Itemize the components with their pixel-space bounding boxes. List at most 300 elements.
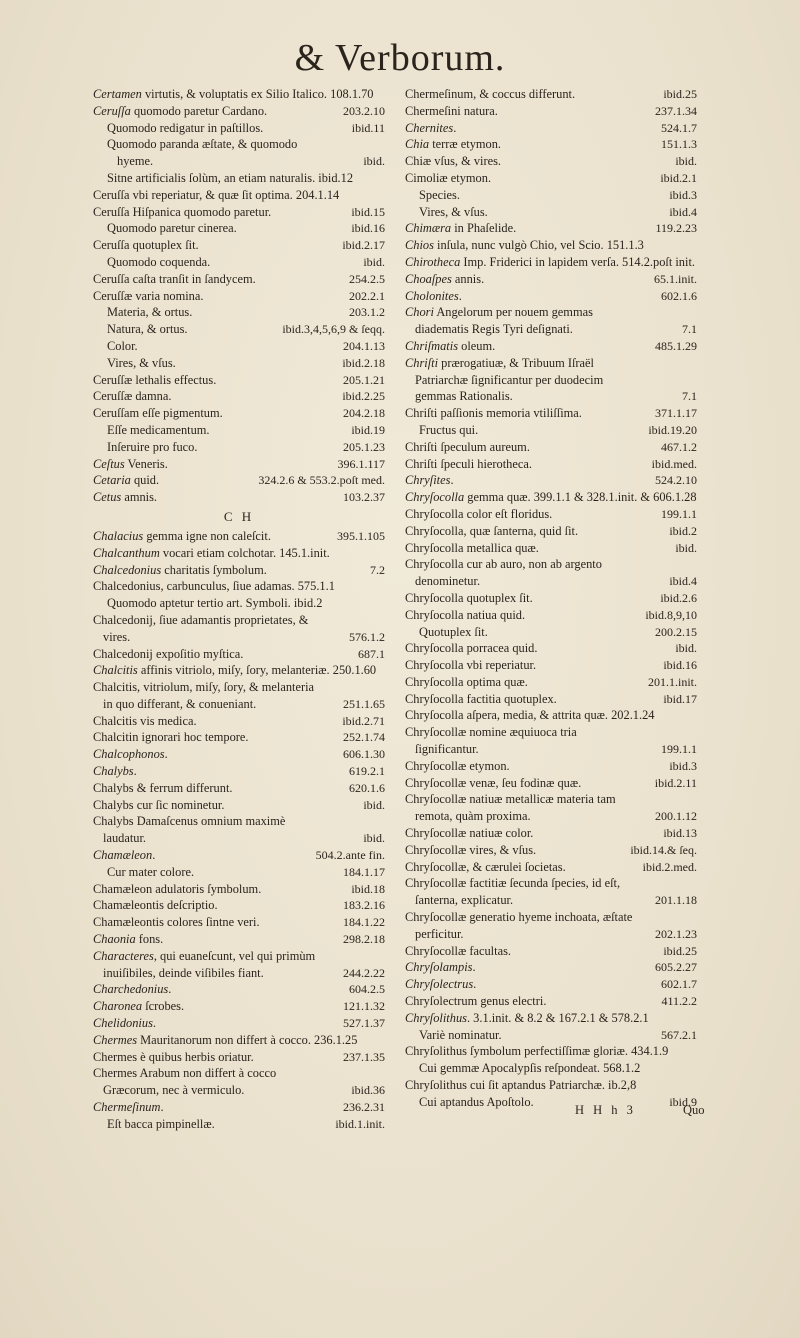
entry-term: Cetaria [93, 473, 131, 488]
entry-reference: 236.2.31 [343, 1100, 385, 1115]
entry-reference: 237.1.35 [343, 1049, 385, 1064]
index-entry [405, 691, 697, 708]
entry-reference: 184.1.17 [343, 864, 385, 879]
entry-reference: ibid.14.& ſeq. [630, 842, 697, 857]
index-entry [93, 405, 385, 422]
entry-reference: 203.2.10 [343, 103, 385, 118]
entry-text: in Phaſelide. [451, 221, 517, 236]
catchword: Quo [683, 1103, 705, 1117]
entry-reference: 371.1.17 [655, 406, 697, 421]
entry-text: Ceruſſam eſſe pigmentum. [93, 406, 223, 421]
index-entry [405, 338, 697, 355]
entry-text: fons. [135, 932, 164, 947]
entry-text: Chermes è quibus herbis oriatur. [93, 1049, 254, 1064]
entry-text: Chalcedonij expoſitio myſtica. [93, 646, 244, 661]
right-column [405, 86, 697, 1111]
index-entry [93, 662, 385, 679]
entry-reference: 7.1 [682, 322, 697, 337]
entry-text: Chalcedonij, ſiue adamantis proprietates, & vires. [93, 612, 309, 644]
entry-text: Natura, & ortus. [107, 322, 188, 337]
index-entry [405, 707, 697, 724]
entry-text: . [458, 288, 462, 303]
index-entry [93, 528, 385, 545]
index-entry [93, 271, 385, 288]
entry-term: Charchedonius [93, 982, 169, 997]
entry-reference: 65.1.init. [653, 271, 697, 286]
index-entry [405, 288, 697, 305]
entry-term: Cetus [93, 490, 122, 505]
entry-text: Chryſocolla metallica quæ. [405, 540, 539, 555]
entry-text: Fructus qui. [419, 422, 479, 437]
index-entry [93, 679, 385, 713]
entry-reference: 199.1.1 [661, 506, 697, 521]
entry-reference: ibid.2.71 [342, 713, 385, 728]
entry-text: Chryſocollæ natiuæ metallicæ materia tam remota, quàm proxima. [405, 792, 616, 824]
index-entry [405, 825, 697, 842]
entry-reference: 252.1.74 [343, 730, 385, 745]
entry-text: Chryſocolla aſpera, media, & attrita quæ. 202.1.24 [405, 708, 655, 723]
index-entry [405, 758, 697, 775]
index-entry [93, 948, 385, 982]
index-entry [93, 981, 385, 998]
entry-term: Chermes [93, 1032, 138, 1047]
entry-reference: 200.1.12 [655, 809, 697, 824]
entry-reference: 396.1.117 [337, 456, 385, 471]
entry-text: Chalcitin ignorari hoc tempore. [93, 730, 249, 745]
index-entry [405, 1010, 697, 1027]
entry-reference: ibid.11 [351, 120, 385, 135]
section-heading: C H [223, 508, 255, 524]
index-entry [93, 1015, 385, 1032]
entry-term: Chalcophonos [93, 747, 165, 762]
entry-text: Chryſocollæ facultas. [405, 943, 511, 958]
entry-text: Variè nominatur. [419, 1027, 502, 1042]
entry-text: Chryſolithus ſymbolum perfectiſſimæ gloriæ. 434.1.9 [405, 1044, 669, 1059]
entry-text: Cimoliæ etymon. [405, 170, 492, 185]
entry-text: vocari etiam colchotar. 145.1.init. [159, 545, 330, 560]
entry-text: Chryſocolla quotuplex ſit. [405, 590, 533, 605]
entry-text: Ceruſſæ varia nomina. [93, 288, 204, 303]
entry-text: Cur mater colore. [107, 864, 195, 879]
index-entry [405, 523, 697, 540]
entry-reference: 151.1.3 [661, 137, 697, 152]
entry-text: gemma igne non caleſcit. [143, 528, 271, 543]
index-entry [405, 237, 697, 254]
entry-term: Chernites [405, 120, 454, 135]
entry-reference: 467.1.2 [661, 439, 697, 454]
entry-text: prærogatiuæ, & Tribuum Iſraël Patriarchæ ſignificantur per duodecim gemmas Rationalis. [415, 355, 604, 404]
entry-text: gemma quæ. 399.1.1 & 328.1.init. & 606.1.28 [464, 490, 697, 505]
entry-text: Chamæleon adulatoris ſymbolum. [93, 881, 262, 896]
page-title: & Verborum. [294, 37, 506, 79]
entry-reference: ibid.19.20 [648, 422, 697, 437]
entry-text: Chryſolectrum genus electri. [405, 994, 547, 1009]
entry-term: Chimæra [405, 221, 452, 236]
entry-text: oleum. [458, 338, 496, 353]
index-entry [93, 562, 385, 579]
index-entry [93, 931, 385, 948]
entry-reference: 7.2 [370, 562, 385, 577]
entry-reference: ibid.9 [669, 1094, 697, 1109]
index-entry [93, 1049, 385, 1066]
entry-text: . [152, 848, 156, 863]
entry-reference: 395.1.105 [337, 528, 385, 543]
entry-text: Chryſolithus cui ſit aptandus Patriarchæ. ib.2,8 [405, 1078, 637, 1093]
entry-text: Chryſocollæ nomine æquiuoca tria ſignificantur. [405, 725, 577, 757]
entry-text: . 3.1.init. & 8.2 & 167.2.1 & 578.2.1 [466, 1010, 649, 1025]
index-entry [93, 1116, 385, 1133]
index-entry [93, 746, 385, 763]
index-entry [93, 914, 385, 931]
entry-term: Characteres [93, 948, 154, 963]
index-entry [405, 422, 697, 439]
entry-reference: 619.2.1 [349, 764, 385, 779]
index-entry [405, 959, 697, 976]
entry-text: affinis vitriolo, miſy, ſory, melanteriæ. 250.1.60 [137, 663, 377, 678]
entry-text: Chermeſinum, & coccus differunt. [405, 87, 576, 101]
left-column [93, 86, 385, 1133]
entry-reference: 485.1.29 [655, 338, 697, 353]
entry-reference: 527.1.37 [343, 1016, 385, 1031]
index-entry [405, 439, 697, 456]
entry-reference: 324.2.6 & 553.2.poſt med. [258, 473, 385, 488]
index-entry [405, 86, 697, 103]
entry-reference: ibid.3 [669, 187, 697, 202]
entry-text: ſcrobes. [142, 999, 185, 1014]
index-entry [93, 187, 385, 204]
index-entry [405, 489, 697, 506]
index-entry [405, 1043, 697, 1060]
entry-text: Chryſocollæ natiuæ color. [405, 826, 534, 841]
entry-reference: 119.2.23 [655, 221, 697, 236]
index-entry [93, 864, 385, 881]
entry-reference: ibid. [363, 154, 385, 169]
entry-reference: 237.1.34 [655, 103, 697, 118]
entry-text: Chryſocollæ venæ, ſeu fodinæ quæ. [405, 775, 582, 790]
entry-text: Inſeruire pro fuco. [107, 439, 198, 454]
entry-reference: ibid.16 [663, 658, 697, 673]
index-entry [405, 170, 697, 187]
entry-text: amnis. [121, 490, 158, 505]
entry-term: Chermeſinum [93, 1100, 161, 1115]
entry-text: Ceruſſæ damna. [93, 389, 172, 404]
index-entry [405, 304, 697, 338]
entry-text: Ceruſſa quotuplex ſit. [93, 238, 199, 253]
index-entry [93, 713, 385, 730]
index-entry [405, 540, 697, 557]
entry-text: Chriſti paſſionis memoria vtiliſſima. [405, 406, 582, 421]
entry-text: Chryſocollæ, & cærulei ſocietas. [405, 859, 566, 874]
index-entry [405, 875, 697, 909]
entry-reference: 605.2.27 [655, 960, 697, 975]
entry-reference: ibid. [675, 540, 697, 555]
entry-text: . [473, 977, 477, 992]
entry-text: Chalcitis vis medica. [93, 713, 197, 728]
index-entry [405, 859, 697, 876]
index-entry [93, 220, 385, 237]
index-entry [405, 271, 697, 288]
index-entry [405, 456, 697, 473]
entry-reference: 201.1.init. [647, 674, 697, 689]
entry-reference: 251.1.65 [343, 696, 385, 711]
entry-term: Chryſolampis [405, 960, 473, 975]
entry-reference: 200.2.15 [655, 624, 697, 639]
entry-reference: ibid.2.1 [660, 170, 697, 185]
entry-text: Chermes Arabum non differt à cocco Græcorum, nec à vermiculo. [93, 1066, 277, 1098]
entry-term: Choaſpes [405, 271, 452, 286]
entry-text: Chalybs Damaſcenus omnium maximè laudatur. [93, 814, 286, 846]
index-entry [93, 646, 385, 663]
entry-text: charitatis ſymbolum. [161, 562, 267, 577]
entry-reference: ibid.16 [351, 221, 385, 236]
entry-reference: ibid.2.11 [654, 775, 697, 790]
entry-term: Chaonia [93, 932, 136, 947]
entry-reference: 203.1.2 [349, 305, 385, 320]
entry-text: Quotuplex ſit. [419, 624, 488, 639]
entry-text: inſula, nunc vulgò Chio, vel Scio. 151.1.3 [433, 238, 644, 253]
index-entry [93, 780, 385, 797]
entry-text: , qui euaneſcunt, vel qui primùm inuiſibiles, deinde viſibiles fiant. [103, 948, 316, 980]
entry-reference: ibid.2 [669, 523, 697, 538]
entry-text: Eſt bacca pimpinellæ. [107, 1116, 215, 1131]
entry-reference: ibid.25 [663, 87, 697, 101]
entry-reference: ibid.36 [351, 1083, 385, 1098]
index-entry [93, 86, 385, 103]
entry-term: Chalcedonius [93, 562, 162, 577]
entry-reference: 199.1.1 [661, 742, 697, 757]
entry-term: Chryſolithus [405, 1010, 467, 1025]
entry-text: Chryſocollæ factitiæ ſecunda ſpecies, id eſt, ſanterna, explicatur. [405, 876, 621, 908]
entry-text: Species. [419, 187, 460, 202]
entry-text: Chryſocolla optima quæ. [405, 674, 528, 689]
entry-reference: 205.1.21 [343, 372, 385, 387]
index-entry [93, 847, 385, 864]
entry-term: Chalcanthum [93, 545, 160, 560]
entry-reference: ibid.8,9,10 [645, 607, 697, 622]
entry-reference: ibid.18 [351, 881, 385, 896]
entry-reference: ibid. [363, 797, 385, 812]
entry-text: Chalybs cur ſic nominetur. [93, 797, 225, 812]
entry-text: Quomodo paretur cinerea. [107, 221, 237, 236]
index-entry [93, 612, 385, 646]
entry-reference: 687.1 [358, 646, 385, 661]
entry-reference: ibid. [363, 831, 385, 846]
entry-text: Materia, & ortus. [107, 305, 193, 320]
index-entry [405, 187, 697, 204]
entry-text: Chriſti ſpeculum aureum. [405, 439, 530, 454]
index-entry [93, 204, 385, 221]
entry-term: Chori [405, 305, 434, 320]
entry-reference: 204.2.18 [343, 406, 385, 421]
entry-text: . [152, 1016, 156, 1031]
entry-term: Chalacius [93, 528, 144, 543]
entry-reference: ibid.13 [663, 826, 697, 841]
index-entry [405, 1027, 697, 1044]
entry-reference: 205.1.23 [343, 439, 385, 454]
entry-text: . [472, 960, 476, 975]
entry-term: Chriſmatis [405, 338, 459, 353]
index-entry [93, 595, 385, 612]
entry-term: Chirotheca [405, 254, 461, 269]
entry-reference: 504.2.ante fin. [315, 848, 385, 863]
index-entry [93, 372, 385, 389]
index-entry [405, 1077, 697, 1094]
entry-text: Color. [107, 338, 138, 353]
index-entry [93, 472, 385, 489]
index-entry [405, 724, 697, 758]
entry-term: Chalybs [93, 764, 134, 779]
index-entry [405, 355, 697, 405]
entry-text: Chryſocolla, quæ ſanterna, quid ſit. [405, 523, 579, 538]
index-entry [93, 881, 385, 898]
index-entry [93, 321, 385, 338]
index-entry [405, 791, 697, 825]
entry-text: annis. [451, 271, 485, 286]
entry-reference: 524.1.7 [661, 120, 697, 135]
entry-term: Ceruſſa [93, 103, 131, 118]
entry-reference: 121.1.32 [343, 999, 385, 1014]
entry-text: . [168, 982, 172, 997]
entry-text: terræ etymon. [429, 137, 502, 152]
index-entry [405, 136, 697, 153]
entry-reference: 576.1.2 [349, 629, 385, 644]
entry-text: . [453, 120, 457, 135]
entry-term: Chriſti [405, 355, 439, 370]
index-entry [93, 120, 385, 137]
index-entry [405, 506, 697, 523]
index-entry [405, 472, 697, 489]
entry-text: Vires, & vſus. [107, 355, 176, 370]
index-entry [405, 842, 697, 859]
entry-reference: 184.1.22 [343, 915, 385, 930]
entry-term: Certamen [93, 87, 142, 101]
entry-text: Chryſocolla factitia quotuplex. [405, 691, 557, 706]
index-entry [93, 388, 385, 405]
index-entry [93, 797, 385, 814]
entry-reference: 602.1.7 [661, 977, 697, 992]
entry-term: Chryſolectrus [405, 977, 474, 992]
entry-reference: 204.1.13 [343, 338, 385, 353]
index-entry [93, 813, 385, 847]
entry-text: Chryſocolla vbi reperiatur. [405, 658, 537, 673]
entry-term: Ceſtus [93, 456, 125, 471]
entry-term: Chelidonius [93, 1016, 153, 1031]
entry-reference: ibid.4 [669, 204, 697, 219]
entry-text: Chamæleontis deſcriptio. [93, 898, 218, 913]
index-entry [93, 439, 385, 456]
index-entry [93, 729, 385, 746]
index-entry [93, 489, 385, 506]
entry-term: Chryſocolla [405, 490, 465, 505]
index-entry [93, 338, 385, 355]
entry-text: Ceruſſa vbi reperiatur, & quæ ſit optima. 204.1.14 [93, 187, 340, 202]
entry-text: Chryſocolla porracea quid. [405, 641, 538, 656]
entry-text: . [164, 747, 168, 762]
entry-term: Chios [405, 238, 434, 253]
index-entry [405, 405, 697, 422]
index-entry [93, 1065, 385, 1099]
entry-reference: 602.1.6 [661, 288, 697, 303]
entry-reference: ibid.15 [351, 204, 385, 219]
index-entry [405, 204, 697, 221]
index-entry [405, 640, 697, 657]
entry-text: Chalcedonius, carbunculus, ſiue adamas. 575.1.1 [93, 579, 335, 594]
entry-text: Chamæleontis colores ſintne veri. [93, 915, 260, 930]
index-entry [93, 456, 385, 473]
entry-text: . [133, 764, 137, 779]
index-entry [93, 254, 385, 271]
index-entry [93, 355, 385, 372]
entry-text: Ceruſſæ lethalis effectus. [93, 372, 217, 387]
entry-text: quid. [130, 473, 160, 488]
index-entry [93, 170, 385, 187]
entry-reference: ibid. [675, 641, 697, 656]
index-entry [405, 674, 697, 691]
entry-text: Cui aptandus Apoſtolo. [419, 1094, 534, 1109]
signature-mark: H H h 3 [575, 1103, 636, 1117]
entry-reference: ibid. [363, 254, 385, 269]
entry-reference: ibid.2.17 [342, 238, 385, 253]
entry-text: quomodo paretur Cardano. [130, 103, 268, 118]
entry-term: Cholonites [405, 288, 459, 303]
entry-reference: ibid.4 [669, 574, 697, 589]
entry-text: Quomodo coquenda. [107, 254, 211, 269]
entry-text: Chryſocolla color eſt floridus. [405, 506, 553, 521]
entry-reference: ibid.17 [663, 691, 697, 706]
index-entry [405, 590, 697, 607]
entry-text: Sitne artificialis ſolùm, an etiam naturalis. ibid.12 [107, 170, 354, 185]
entry-text: Quomodo aptetur tertio art. Symboli. ibid.2 [107, 596, 323, 611]
entry-reference: ibid.1.init. [335, 1116, 385, 1131]
index-entry [405, 153, 697, 170]
index-entry [93, 103, 385, 120]
entry-reference: ibid.3 [669, 758, 697, 773]
entry-text: . [450, 473, 454, 488]
index-entry [93, 1099, 385, 1116]
index-entry [93, 422, 385, 439]
entry-text: . [160, 1100, 164, 1115]
index-entry [405, 1060, 697, 1077]
entry-reference: 604.2.5 [349, 982, 385, 997]
index-entry [405, 220, 697, 237]
index-entry [405, 120, 697, 137]
index-entry [93, 545, 385, 562]
entry-reference: 606.1.30 [343, 747, 385, 762]
entry-reference: 202.2.1 [349, 288, 385, 303]
entry-text: Chalcitis, vitriolum, miſy, ſory, & melanteria in quo differant, & conueniant. [93, 680, 315, 711]
entry-reference: 254.2.5 [349, 271, 385, 286]
entry-text: Quomodo redigatur in paſtillos. [107, 120, 264, 135]
entry-reference: ibid. [675, 154, 697, 169]
entry-text: Cui gemmæ Apocalypſis reſpondeat. 568.1.2 [419, 1061, 641, 1076]
entry-text: Vires, & vſus. [419, 204, 488, 219]
index-entry [93, 763, 385, 780]
index-entry [405, 624, 697, 641]
entry-reference: ibid.2.med. [642, 859, 697, 874]
index-entry [405, 556, 697, 590]
entry-reference: 411.2.2 [661, 994, 697, 1009]
entry-text: Chiæ vſus, & vires. [405, 154, 502, 169]
index-entry [405, 993, 697, 1010]
entry-reference: 567.2.1 [661, 1027, 697, 1042]
entry-reference: 620.1.6 [349, 780, 385, 795]
entry-term: Charonea [93, 999, 143, 1014]
entry-term: Chia [405, 137, 430, 152]
index-entry [405, 607, 697, 624]
entry-text: Chermeſini natura. [405, 103, 498, 118]
index-entry [405, 943, 697, 960]
entry-reference: 202.1.23 [655, 926, 697, 941]
